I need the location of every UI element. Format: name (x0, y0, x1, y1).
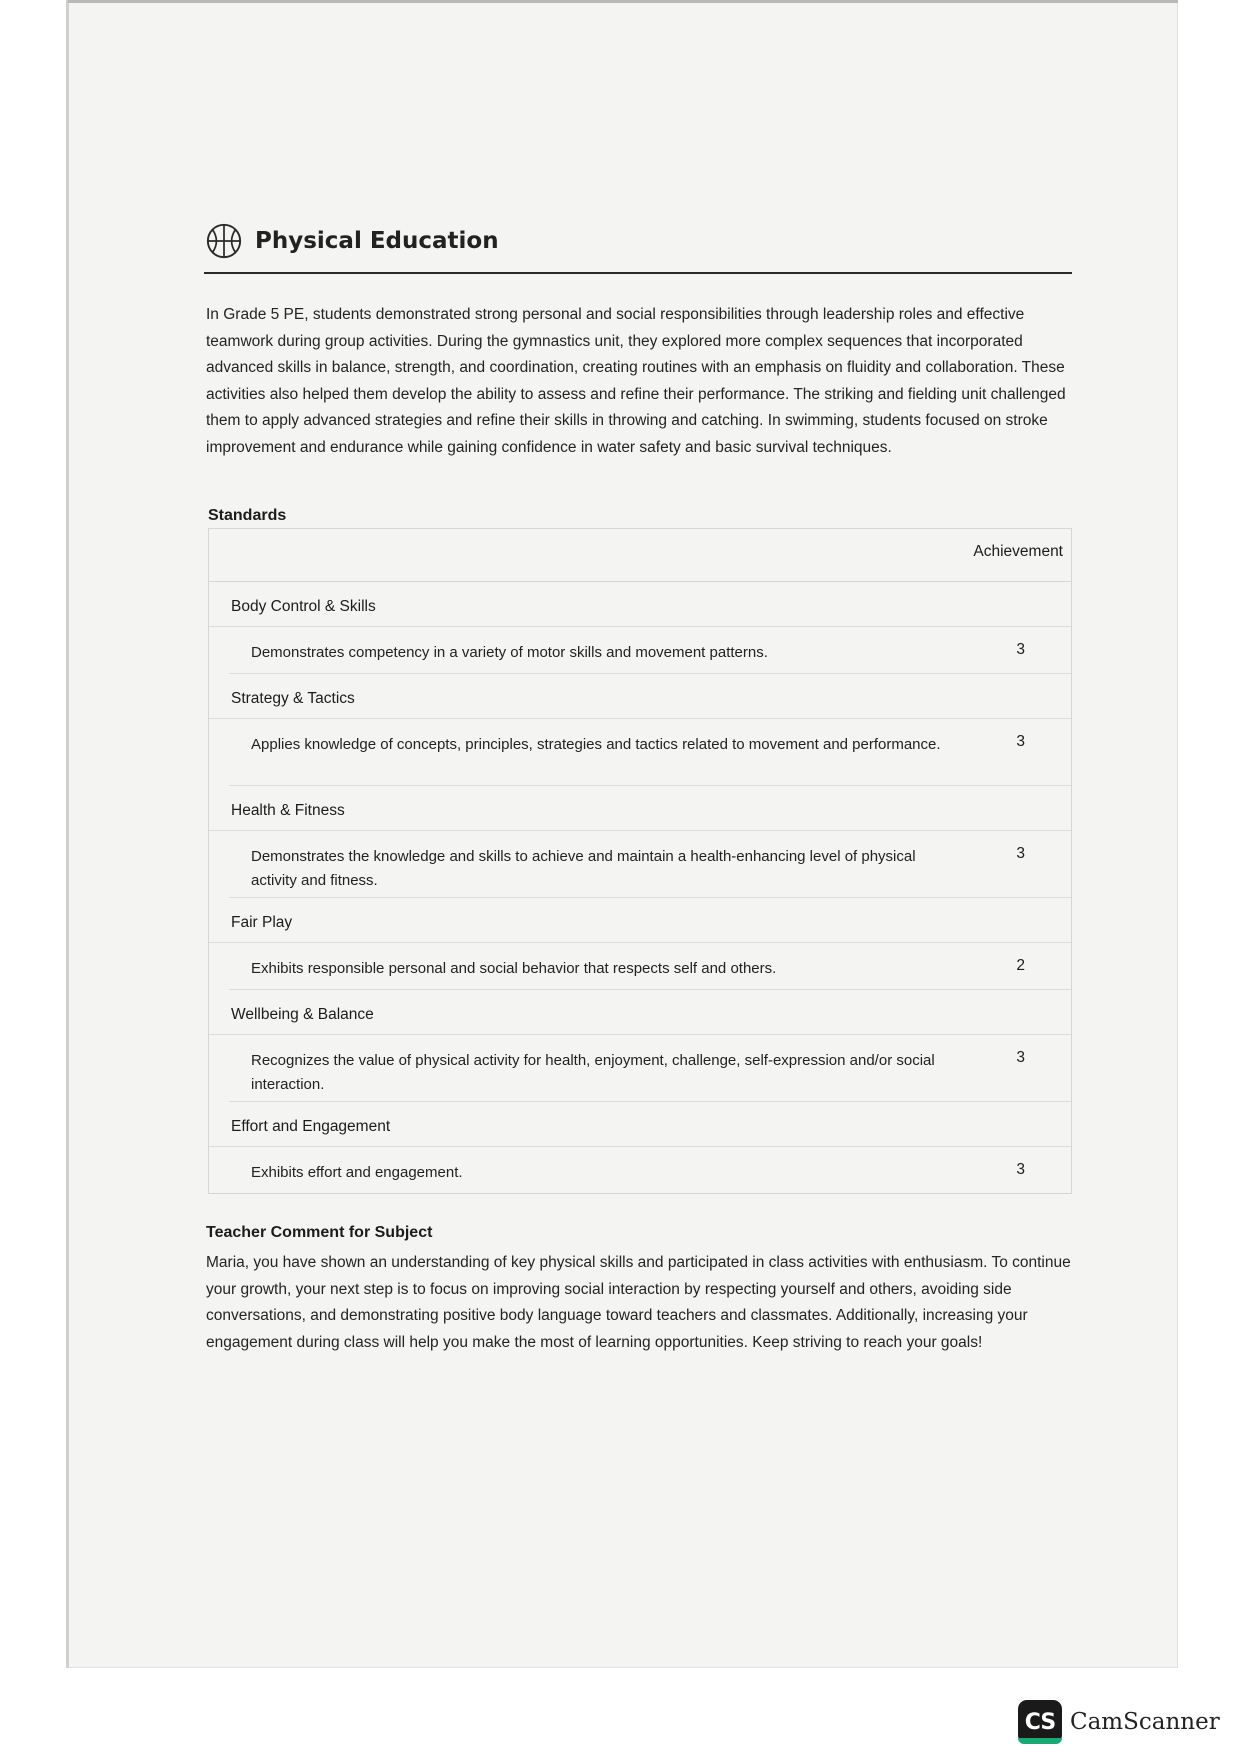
teacher-comment-heading: Teacher Comment for Subject (206, 1224, 433, 1241)
standard-row (229, 943, 1071, 990)
camscanner-logo (1018, 1700, 1062, 1744)
camscanner-watermark (1018, 1700, 1220, 1744)
standard-group-row (209, 674, 1071, 719)
standard-row (229, 831, 1071, 898)
achievement-score: 3 (1016, 845, 1025, 862)
standard-description: Applies knowledge of concepts, principles, strategies and tactics related to movement and performance. (251, 736, 941, 753)
standard-group-row (209, 1102, 1071, 1147)
standards-heading: Standards (208, 507, 287, 524)
standard-group-label: Health & Fitness (231, 802, 345, 819)
standard-group-label: Effort and Engagement (231, 1118, 391, 1135)
standard-description: Demonstrates competency in a variety of motor skills and movement patterns. (251, 644, 768, 661)
standard-description: Recognizes the value of physical activity for health, enjoyment, challenge, self-expression and/or social interaction. (251, 1052, 935, 1093)
paper-edge-top (68, 0, 1178, 3)
achievement-score: 3 (1016, 641, 1025, 658)
achievement-column-header: Achievement (973, 543, 1063, 560)
standard-group-row (209, 898, 1071, 943)
achievement-score: 3 (1016, 1049, 1025, 1066)
standard-description: Exhibits effort and engagement. (251, 1164, 463, 1181)
achievement-score: 3 (1016, 1161, 1025, 1178)
subject-title: Physical Education (255, 228, 499, 254)
camscanner-name: CamScanner (1070, 1709, 1220, 1735)
subject-header (205, 222, 499, 260)
paper-edge-left (66, 0, 69, 1668)
table-header-row (209, 529, 1071, 582)
standard-group-label: Strategy & Tactics (231, 690, 355, 707)
standard-description: Demonstrates the knowledge and skills to achieve and maintain a health-enhancing level of physical activity and fitness. (251, 848, 916, 889)
standard-group-row (209, 582, 1071, 627)
standard-row (229, 627, 1071, 674)
camscanner-logo-text: CS (1024, 1709, 1056, 1735)
achievement-score: 2 (1016, 957, 1025, 974)
teacher-comment-body: Maria, you have shown an understanding of key physical skills and participated in class activities with enthusiasm. To continue your growth, your next step is to focus on improving social interaction by respecting yourself and others, avoiding side conversations, and demonstrating positive body language toward teachers and classmates. Additionally, increasing your engagement during class will help you make the most of learning opportunities. Keep striving to reach your goals! (206, 1254, 1071, 1351)
standard-row (229, 1035, 1071, 1102)
subject-summary: In Grade 5 PE, students demonstrated strong personal and social responsibilities through leadership roles and effective teamwork during group activities. During the gymnastics unit, they explored more complex sequences that incorporated advanced skills in balance, strength, and coordination, creating routines with an emphasis on fluidity and collaboration. These activities also helped them develop the ability to assess and refine their performance. The striking and fielding unit challenged them to apply advanced strategies and refine their skills in throwing and catching. In swimming, students focused on stroke improvement and endurance while gaining confidence in water safety and basic survival techniques. (206, 306, 1066, 456)
standard-group-row (209, 990, 1071, 1035)
achievement-score: 3 (1016, 733, 1025, 750)
standard-group-label: Fair Play (231, 914, 293, 931)
standards-table (208, 528, 1072, 1194)
standard-group-label: Wellbeing & Balance (231, 1006, 374, 1023)
standard-description: Exhibits responsible personal and social behavior that respects self and others. (251, 960, 777, 977)
standard-row (229, 1147, 1071, 1193)
standard-group-row (209, 786, 1071, 831)
standard-group-label: Body Control & Skills (231, 598, 376, 615)
basketball-icon (205, 222, 243, 260)
standard-row (229, 719, 1071, 786)
header-divider (204, 272, 1072, 274)
